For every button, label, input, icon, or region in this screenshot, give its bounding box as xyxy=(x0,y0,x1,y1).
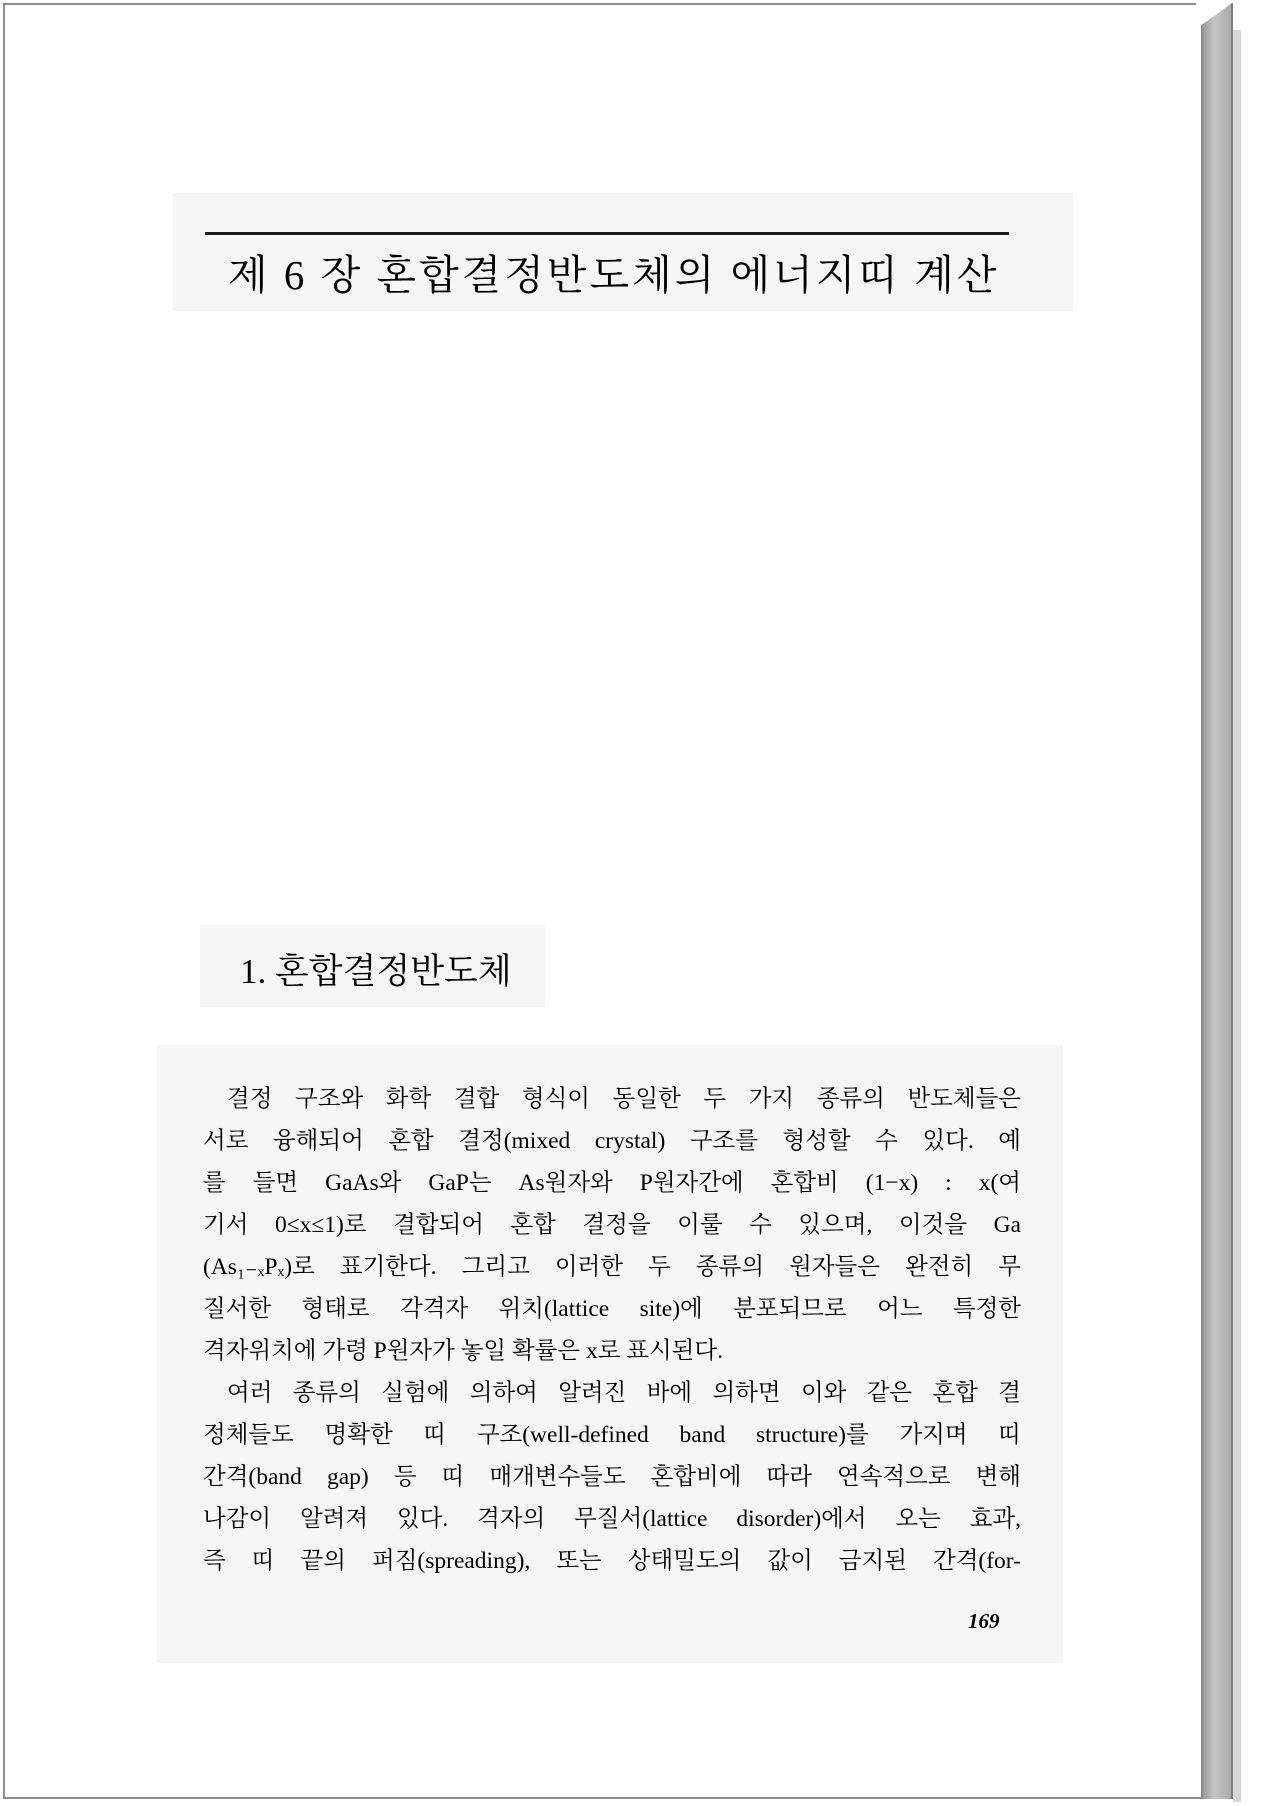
body-line: 기서 0≤x≤1)로 결합되어 혼합 결정을 이룰 수 있으며, 이것을 Ga xyxy=(203,1212,1021,1238)
body-line: 격자위치에 가령 P원자가 놓일 확률은 x로 표시된다. xyxy=(203,1338,723,1364)
body-line: 를 들면 GaAs와 GaP는 As원자와 P원자간에 혼합비 (1−x) : x(여 xyxy=(203,1170,1021,1196)
body-line: 즉 띠 끝의 퍼짐(spreading), 또는 상태밀도의 값이 금지된 간격(for- xyxy=(203,1548,1021,1574)
body-line: (As₁₋ₓPₓ)로 표기한다. 그리고 이러한 두 종류의 원자들은 완전히 무 xyxy=(203,1254,1021,1280)
body-line: 결정 구조와 화학 결합 형식이 동일한 두 가지 종류의 반도체들은 xyxy=(227,1086,1021,1112)
body-line: 질서한 형태로 각격자 위치(lattice site)에 분포되므로 어느 특정한 xyxy=(203,1296,1021,1322)
page-stack-edge xyxy=(1203,3,1233,1799)
body-line: 정체들도 명확한 띠 구조(well-defined band structure)를 가지며 띠 xyxy=(203,1422,1021,1448)
page-corner xyxy=(1196,3,1232,29)
body-line: 여러 종류의 실험에 의하여 알려진 바에 의하면 이와 같은 혼합 결 xyxy=(227,1380,1021,1406)
body-paragraphs xyxy=(203,1078,1021,1582)
body-line: 간격(band gap) 등 띠 매개변수들도 혼합비에 따라 연속적으로 변해 xyxy=(203,1464,1021,1490)
body-line: 서로 융해되어 혼합 결정(mixed crystal) 구조를 형성할 수 있다. 예 xyxy=(203,1128,1021,1154)
page-number: 169 xyxy=(968,1609,1000,1633)
body-line: 나감이 알려져 있다. 격자의 무질서(lattice disorder)에서 오는 효과, xyxy=(203,1506,1021,1532)
page-shadow xyxy=(1233,30,1241,1802)
chapter-title: 제 6 장 혼합결정반도체의 에너지띠 계산 xyxy=(228,252,1000,298)
chapter-rule xyxy=(205,232,1009,235)
section-heading: 1. 혼합결정반도체 xyxy=(240,952,512,991)
